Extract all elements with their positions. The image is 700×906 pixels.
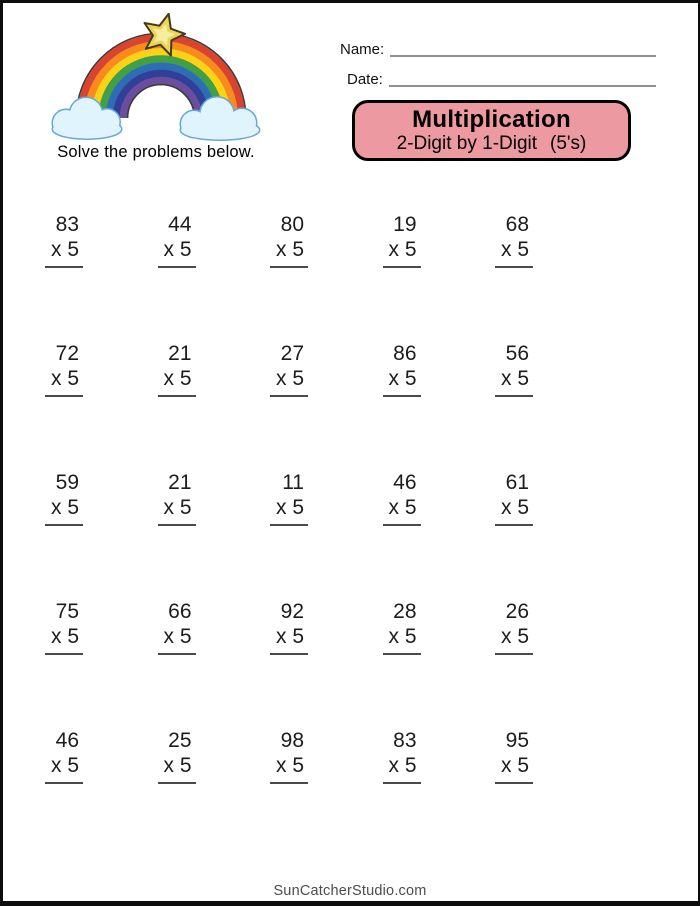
problem-r1c1	[45, 212, 83, 341]
operator-row: x 5	[275, 367, 304, 390]
answer-line	[495, 266, 533, 268]
operator-row: x 5	[500, 238, 529, 261]
operator-row: x 5	[275, 496, 304, 519]
operator-row: x 5	[163, 496, 192, 519]
multiplicand: 11	[282, 471, 304, 494]
operator-row: x 5	[50, 367, 79, 390]
multiplicand: 75	[55, 600, 79, 623]
problem-r4c4	[383, 599, 421, 728]
problem-r2c2	[158, 341, 196, 470]
answer-line	[158, 653, 196, 655]
operator-row: x 5	[275, 238, 304, 261]
operator-row: x 5	[50, 496, 79, 519]
multiplicand: 95	[505, 729, 529, 752]
multiplicand: 83	[55, 213, 79, 236]
problem-r4c1	[45, 599, 83, 728]
multiplicand: 61	[505, 471, 529, 494]
answer-line	[495, 395, 533, 397]
worksheet-title: Multiplication	[412, 106, 571, 133]
operator-row: x 5	[50, 625, 79, 648]
footer-site-text: SunCatcherStudio.com	[273, 883, 427, 899]
problem-r5c2	[158, 728, 196, 857]
answer-line	[383, 782, 421, 784]
multiplicand: 46	[55, 729, 79, 752]
operator-row: x 5	[163, 754, 192, 777]
operator-row: x 5	[163, 625, 192, 648]
operator-row: x 5	[388, 496, 417, 519]
multiplicand: 21	[168, 342, 192, 365]
operator-row: x 5	[500, 754, 529, 777]
name-label: Name:	[340, 41, 385, 58]
multiplicand: 44	[168, 213, 192, 236]
problem-r2c4	[383, 341, 421, 470]
problem-r3c2	[158, 470, 196, 599]
operator-row: x 5	[163, 238, 192, 261]
worksheet-title-box	[352, 100, 631, 161]
operator-row: x 5	[50, 754, 79, 777]
operator-row: x 5	[50, 238, 79, 261]
operator-row: x 5	[388, 625, 417, 648]
subtitle-note: (5's)	[550, 133, 587, 154]
name-field	[340, 42, 656, 58]
answer-line	[158, 524, 196, 526]
problem-r1c5	[495, 212, 533, 341]
multiplicand: 56	[505, 342, 529, 365]
problem-r1c2	[158, 212, 196, 341]
answer-line	[45, 395, 83, 397]
problem-r3c5	[495, 470, 533, 599]
problem-r2c3	[270, 341, 308, 470]
answer-line	[45, 266, 83, 268]
answer-line	[270, 395, 308, 397]
problem-r5c5	[495, 728, 533, 857]
problem-r5c1	[45, 728, 83, 857]
answer-line	[158, 782, 196, 784]
multiplicand: 26	[505, 600, 529, 623]
answer-line	[383, 266, 421, 268]
multiplicand: 92	[280, 600, 304, 623]
answer-line	[45, 782, 83, 784]
answer-line	[158, 266, 196, 268]
operator-row: x 5	[500, 625, 529, 648]
multiplicand: 98	[280, 729, 304, 752]
multiplicand: 19	[393, 213, 417, 236]
instruction-text: Solve the problems below.	[57, 143, 255, 161]
date-blank-line	[389, 85, 656, 87]
answer-line	[270, 524, 308, 526]
multiplicand: 27	[280, 342, 304, 365]
multiplicand: 59	[55, 471, 79, 494]
multiplicand: 46	[393, 471, 417, 494]
operator-row: x 5	[388, 754, 417, 777]
answer-line	[158, 395, 196, 397]
operator-row: x 5	[500, 367, 529, 390]
answer-line	[495, 653, 533, 655]
multiplicand: 83	[393, 729, 417, 752]
multiplicand: 21	[168, 471, 192, 494]
answer-line	[495, 782, 533, 784]
problem-r3c1	[45, 470, 83, 599]
problem-r3c4	[383, 470, 421, 599]
problem-r1c3	[270, 212, 308, 341]
operator-row: x 5	[163, 367, 192, 390]
date-field	[347, 72, 656, 88]
name-blank-line	[390, 55, 656, 57]
operator-row: x 5	[275, 625, 304, 648]
problem-r4c2	[158, 599, 196, 728]
multiplicand: 66	[168, 600, 192, 623]
problems-grid	[45, 212, 533, 857]
problem-r5c4	[383, 728, 421, 857]
answer-line	[383, 653, 421, 655]
answer-line	[45, 524, 83, 526]
operator-row: x 5	[500, 496, 529, 519]
operator-row: x 5	[388, 367, 417, 390]
answer-line	[45, 653, 83, 655]
answer-line	[270, 266, 308, 268]
date-label: Date:	[347, 71, 383, 88]
answer-line	[383, 395, 421, 397]
problem-r2c5	[495, 341, 533, 470]
worksheet-subtitle	[355, 133, 628, 155]
answer-line	[270, 782, 308, 784]
problem-r4c5	[495, 599, 533, 728]
problem-r3c3	[270, 470, 308, 599]
problem-r1c4	[383, 212, 421, 341]
subtitle-text: 2-Digit by 1-Digit	[396, 133, 538, 154]
problem-r2c1	[45, 341, 83, 470]
multiplicand: 68	[505, 213, 529, 236]
multiplicand: 80	[280, 213, 304, 236]
problem-r5c3	[270, 728, 308, 857]
problem-r4c3	[270, 599, 308, 728]
operator-row: x 5	[275, 754, 304, 777]
multiplicand: 72	[55, 342, 79, 365]
answer-line	[495, 524, 533, 526]
multiplicand: 86	[393, 342, 417, 365]
multiplicand: 28	[393, 600, 417, 623]
operator-row: x 5	[388, 238, 417, 261]
multiplicand: 25	[168, 729, 192, 752]
answer-line	[270, 653, 308, 655]
rainbow-clouds-star-icon	[48, 13, 266, 143]
answer-line	[383, 524, 421, 526]
